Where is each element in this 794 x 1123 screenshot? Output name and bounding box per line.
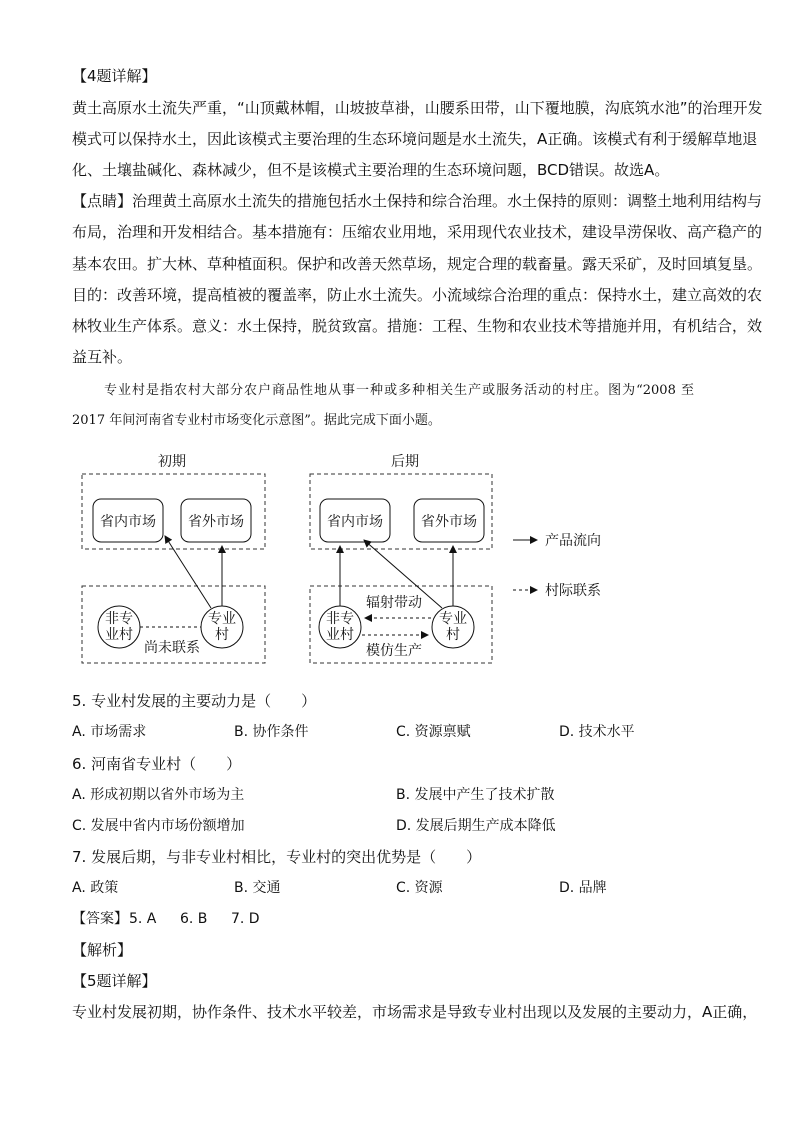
option: B. 协作条件 bbox=[234, 724, 309, 740]
question-stem: 7. 发展后期，与非专业村相比，专业村的突出优势是（ ） bbox=[72, 848, 482, 866]
late-non-village-label: 非专 bbox=[326, 611, 354, 627]
early-title: 初期 bbox=[158, 454, 186, 470]
tip-line: 林牧业生产体系。意义：水土保持，脱贫致富。措施：工程、生物和农业技术等措施并用，有机结合，效 bbox=[72, 317, 763, 335]
early-arrow-to-in bbox=[165, 536, 211, 608]
option: D. 发展后期生产成本降低 bbox=[396, 818, 556, 834]
early-no-link-label: 尚未联系 bbox=[144, 640, 200, 656]
option: C. 资源禀赋 bbox=[396, 724, 471, 740]
late-radiation-label: 辐射带动 bbox=[366, 595, 422, 611]
option: A. 政策 bbox=[72, 880, 119, 896]
tip-line: 【点睛】治理黄土高原水土流失的措施包括水土保持和综合治理。水土保持的原则：调整土地利用结构与 bbox=[72, 192, 763, 210]
q4-para-line: 模式可以保持水土，因此该模式主要治理的生态环境问题是水土流失，A正确。该模式有利于缓解草地退 bbox=[72, 130, 758, 148]
answer-item: 7. D bbox=[231, 911, 260, 927]
q5-heading: 【5题详解】 bbox=[72, 972, 157, 990]
option: A. 形成初期以省外市场为主 bbox=[72, 787, 245, 803]
tip-line: 基本农田。扩大林、草种植面积。保护和改善天然草场，规定合理的载畜量。露天采矿，及时回填复垦。 bbox=[72, 255, 763, 273]
option: D. 品牌 bbox=[559, 880, 607, 896]
q4-heading: 【4题详解】 bbox=[72, 67, 157, 85]
late-title: 后期 bbox=[391, 454, 419, 470]
option: B. 交通 bbox=[234, 880, 281, 896]
early-market-in-label: 省内市场 bbox=[100, 514, 156, 530]
answer-label: 【答案】 bbox=[72, 911, 128, 927]
legend-link-label: 村际联系 bbox=[545, 583, 601, 599]
late-pro-village-label: 村 bbox=[446, 627, 460, 643]
late-non-village-label: 业村 bbox=[326, 627, 354, 643]
early-non-village-label: 业村 bbox=[105, 627, 133, 643]
option: A. 市场需求 bbox=[72, 724, 147, 740]
question-stem: 6. 河南省专业村（ ） bbox=[72, 755, 242, 773]
early-pro-village-label: 村 bbox=[215, 627, 229, 643]
q4-para-line: 黄土高原水土流失严重，“山顶戴林帽，山坡披草褂，山腰系田带，山下覆地膜，沟底筑水池”的治理开发 bbox=[72, 99, 763, 117]
q5-text: 专业村发展初期，协作条件、技术水平较差，市场需求是导致专业村出现以及发展的主要动力，A正确， bbox=[72, 1003, 758, 1021]
intro-line: 专业村是指农村大部分农户商品性地从事一种或多种相关生产或服务活动的村庄。图为“2008 至 bbox=[104, 383, 694, 398]
option: C. 发展中省内市场份额增加 bbox=[72, 818, 245, 834]
option: C. 资源 bbox=[396, 880, 443, 896]
answer-item: 5. A bbox=[129, 911, 157, 927]
tip-line: 目的：改善环境，提高植被的覆盖率，防止水土流失。小流域综合治理的重点：保持水土，建立高效的农 bbox=[72, 286, 763, 304]
specialized-village-diagram bbox=[72, 445, 632, 675]
early-pro-village-label: 专业 bbox=[208, 611, 236, 627]
option: B. 发展中产生了技术扩散 bbox=[396, 787, 555, 803]
late-imitation-label: 模仿生产 bbox=[366, 643, 422, 659]
late-market-out-label: 省外市场 bbox=[421, 514, 477, 530]
tip-line: 益互补。 bbox=[72, 348, 133, 366]
answer-item: 6. B bbox=[180, 911, 208, 927]
analysis-label: 【解析】 bbox=[72, 941, 133, 959]
option: D. 技术水平 bbox=[559, 724, 635, 740]
intro-line: 2017 年间河南省专业村市场变化示意图”。据此完成下面小题。 bbox=[72, 413, 441, 428]
late-market-in-label: 省内市场 bbox=[327, 514, 383, 530]
question-stem: 5. 专业村发展的主要动力是（ ） bbox=[72, 692, 317, 710]
early-market-out-label: 省外市场 bbox=[188, 514, 244, 530]
legend-flow-label: 产品流向 bbox=[545, 533, 601, 549]
q4-para-line: 化、土壤盐碱化、森林减少，但不是该模式主要治理的生态环境问题，BCD错误。故选A。 bbox=[72, 161, 670, 179]
tip-line: 布局，治理和开发相结合。基本措施有：压缩农业用地，采用现代农业技术，建设旱涝保收、高产稳产的 bbox=[72, 223, 763, 241]
early-non-village-label: 非专 bbox=[105, 611, 133, 627]
late-pro-village-label: 专业 bbox=[439, 611, 467, 627]
